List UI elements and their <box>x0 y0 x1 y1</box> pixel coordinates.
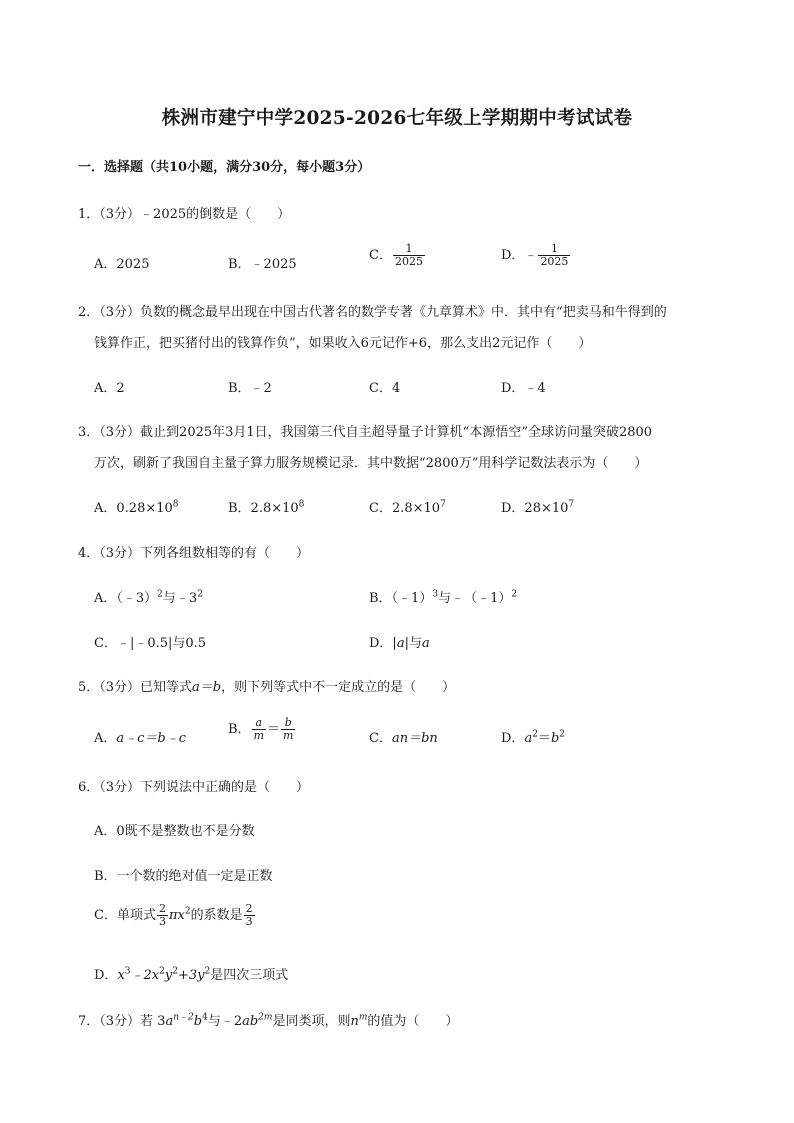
exponent: 3 <box>124 966 131 977</box>
q2-option-a: A．2 <box>94 381 125 396</box>
q6-d-part: 是四次三项式 <box>210 968 289 983</box>
exponent: 2 <box>159 966 165 977</box>
numerator: 2 <box>245 902 253 915</box>
denominator: 2025 <box>540 255 569 268</box>
numerator: b <box>284 716 292 729</box>
expression: an＝bn <box>391 731 438 746</box>
q5-stem-part: 5．（3分）已知等式 <box>78 680 193 695</box>
q5-stem-part: ，则下列等式中不一定成立的是（ ） <box>221 680 456 695</box>
variable: a <box>396 636 405 651</box>
q7-part: 是同类项，则 <box>272 1014 351 1029</box>
variable: a <box>524 731 533 746</box>
fraction <box>244 903 255 928</box>
q1-option-d-label: D．﹣ <box>501 248 538 263</box>
q5-option-a <box>94 727 186 746</box>
q6-option-c <box>94 903 256 928</box>
q1-option-c <box>369 243 426 268</box>
equals-sign: ＝ <box>267 722 281 737</box>
exponent: 2 <box>511 589 518 600</box>
term: ﹣2x <box>130 968 160 983</box>
exponent: 4 <box>202 1012 208 1023</box>
q4-b-part: 与﹣（﹣1） <box>438 591 512 606</box>
exponent: 2m <box>258 1012 273 1023</box>
fraction <box>252 717 266 742</box>
q1-option-c-label: C． <box>369 248 392 263</box>
variable: y <box>164 968 173 983</box>
variable: a <box>165 1014 174 1029</box>
variable: x <box>117 968 125 983</box>
exponent: 8 <box>298 499 305 510</box>
numerator: 2 <box>158 902 166 915</box>
question-2-line2: 钱算作正，把买猪付出的钱算作负”，如果收入6元记作+6，那么支出2元记作（ ） <box>94 336 592 351</box>
option-label: B． <box>228 722 251 737</box>
exponent: 8 <box>172 499 179 510</box>
expression: a﹣c＝b﹣c <box>116 731 187 746</box>
q1-option-d <box>501 243 571 268</box>
option-label: C． <box>369 731 392 746</box>
q4-option-a <box>94 587 203 606</box>
question-6-stem: 6．（3分）下列说法中正确的是（ ） <box>78 780 310 795</box>
q4-a-part: 与﹣3 <box>162 591 198 606</box>
q4-d-part: D．| <box>369 636 397 651</box>
fraction <box>281 717 295 742</box>
q4-option-c: C．﹣|﹣0.5|与0.5 <box>94 636 207 651</box>
numerator: 1 <box>550 242 558 255</box>
q4-d-part: |与 <box>404 636 422 651</box>
exponent: 3 <box>432 589 439 600</box>
q3-option-c-base: C．2.8×10 <box>369 501 441 516</box>
exponent: n﹣2 <box>173 1012 194 1023</box>
q3-option-c <box>369 497 446 516</box>
option-label: D． <box>501 731 525 746</box>
q6-c-part: 的系数是 <box>190 908 243 923</box>
fraction <box>157 903 168 928</box>
equals-sign: ＝ <box>537 731 551 746</box>
section-heading: 一．选择题（共10小题，满分30分，每小题3分） <box>78 160 371 175</box>
fraction <box>393 243 425 268</box>
exponent: 7 <box>440 499 446 510</box>
variable: a＝b <box>192 680 222 695</box>
denominator: m <box>253 729 264 742</box>
option-label: D． <box>94 968 118 983</box>
q3-option-d <box>501 497 574 516</box>
fraction <box>538 243 570 268</box>
q3-option-a-base: A．0.28×10 <box>94 501 173 516</box>
expression: πx <box>168 908 185 923</box>
question-1-stem: 1．（3分）﹣2025的倒数是（ ） <box>78 207 291 222</box>
variable: b <box>550 731 560 746</box>
denominator: 2025 <box>394 255 423 268</box>
question-4-stem: 4．（3分）下列各组数相等的有（ ） <box>78 546 310 561</box>
numerator: a <box>255 716 263 729</box>
q7-part: 7．（3分）若 3 <box>78 1014 166 1029</box>
q7-part: 与﹣2 <box>207 1014 243 1029</box>
q3-option-d-base: D．28×10 <box>501 501 569 516</box>
q1-option-b: B．﹣2025 <box>228 257 297 272</box>
q6-option-d <box>94 964 288 983</box>
question-2-line1: 2．（3分）负数的概念最早出现在中国古代著名的数学专著《九章算术》中．其中有“把卖马和牛得到的 <box>78 305 667 320</box>
q5-option-b <box>228 717 296 742</box>
exponent: 2 <box>184 906 191 917</box>
q1-option-a: A．2025 <box>94 257 150 272</box>
exponent: 7 <box>568 499 575 510</box>
q4-option-b <box>369 587 517 606</box>
variable: a <box>421 636 430 651</box>
q2-option-c: C．4 <box>369 381 401 396</box>
denominator: 3 <box>245 915 253 928</box>
exponent: 2 <box>197 589 203 600</box>
question-3-line2: 万次，刷新了我国自主量子算力服务规模记录．其中数据“2800万”用科学记数法表示为（ ） <box>94 456 648 471</box>
option-label: A． <box>94 731 117 746</box>
q4-a-part: A．（﹣3） <box>94 591 158 606</box>
q7-part: 的值为（ ） <box>367 1014 459 1029</box>
exponent: 2 <box>532 729 538 740</box>
denominator: 3 <box>158 915 166 928</box>
page-title: 株洲市建宁中学2025-2026七年级上学期期中考试试卷 <box>161 108 633 129</box>
exponent: 2 <box>559 729 566 740</box>
q3-option-b <box>228 497 304 516</box>
q6-option-a: A．0既不是整数也不是分数 <box>94 824 255 839</box>
variable: n <box>350 1014 359 1029</box>
q3-option-a <box>94 497 179 516</box>
q6-c-part: C．单项式 <box>94 908 156 923</box>
exponent: 2 <box>157 589 163 600</box>
q5-option-d <box>501 727 565 746</box>
q5-option-c <box>369 727 438 746</box>
variable: b <box>193 1014 203 1029</box>
question-5-stem <box>78 676 455 695</box>
q2-option-d: D．﹣4 <box>501 381 546 396</box>
exponent: 2 <box>204 966 211 977</box>
variable: ab <box>242 1014 259 1029</box>
q3-option-b-base: B．2.8×10 <box>228 501 299 516</box>
q4-option-d <box>369 632 430 651</box>
question-3-line1: 3．（3分）截止到2025年3月1日，我国第三代自主超导量子计算机“本源悟空”全球访问量突破2800 <box>78 425 653 440</box>
q6-option-b: B．一个数的绝对值一定是正数 <box>94 869 273 884</box>
denominator: m <box>283 729 294 742</box>
numerator: 1 <box>405 242 413 255</box>
q4-b-part: B．（﹣1） <box>369 591 433 606</box>
q2-option-b: B．﹣2 <box>228 381 272 396</box>
term: +3y <box>177 968 205 983</box>
exponent: 2 <box>172 966 178 977</box>
exponent: m <box>358 1012 368 1023</box>
question-7-stem <box>78 1010 458 1029</box>
